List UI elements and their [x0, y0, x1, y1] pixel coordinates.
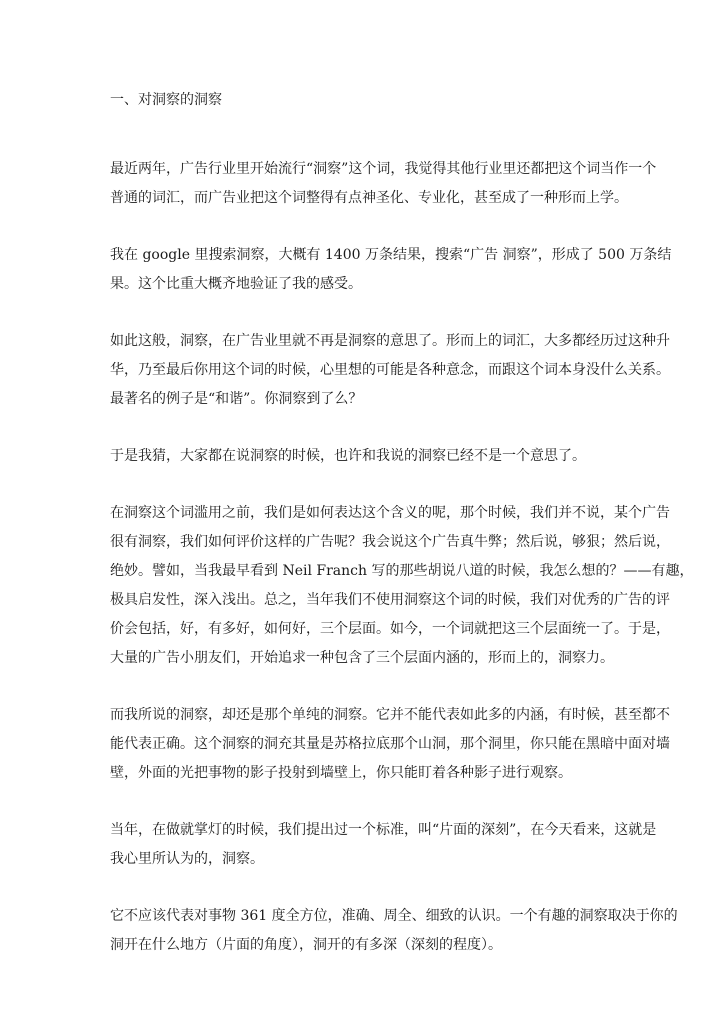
- document-body: [110, 90, 694, 992]
- text-line: 洞开在什么地方（片面的角度），洞开的有多深（深刻的程度）。: [110, 937, 502, 953]
- paragraph: [110, 503, 694, 677]
- text-line: 能代表正确。这个洞察的洞充其量是苏格拉底那个山洞，那个洞里，你只能在黑暗中面对墙: [110, 736, 670, 752]
- text-line: 壁，外面的光把事物的影子投射到墙壁上，你只能盯着各种影子进行观察。: [110, 765, 572, 781]
- paragraph: [110, 705, 670, 792]
- text-line: 极具启发性，深入浅出。总之，当年我们不使用洞察这个词的时候，我们对优秀的广告的评: [110, 592, 670, 608]
- text-line: 果。这个比重大概齐地验证了我的感受。: [110, 276, 362, 292]
- paragraph: [110, 820, 657, 878]
- text-line: 价会包括，好，有多好，如何好，三个层面。如今，一个词就把这三个层面统一了。于是，: [110, 621, 670, 637]
- paragraph: [110, 159, 657, 217]
- text-line: 如此这般，洞察，在广告业里就不再是洞察的意思了。形而上的词汇，大多都经历过这种升: [110, 333, 670, 349]
- paragraphs: [110, 159, 694, 964]
- text-line: 普通的词汇，而广告业把这个词整得有点神圣化、专业化，甚至成了一种形而上学。: [110, 190, 628, 206]
- text-line: 大量的广告小朋友们，开始追求一种包含了三个层面内涵的，形而上的，洞察力。: [110, 650, 614, 666]
- text-line: 很有洞察，我们如何评价这样的广告呢？我会说这个广告真牛弊；然后说，够狠；然后说，: [110, 534, 670, 550]
- text-line: 最著名的例子是“和谐”。你洞察到了么？: [110, 391, 363, 407]
- paragraph: [110, 446, 616, 475]
- section-title: 一、对洞察的洞察: [110, 92, 222, 108]
- text-line: 于是我猜，大家都在说洞察的时候，也许和我说的洞察已经不是一个意思了。: [110, 448, 586, 464]
- text-line: 我在 google 里搜索洞察，大概有 1400 万条结果，搜索“广告 洞察”，形成了 500 万条结: [110, 247, 672, 263]
- paragraph: [110, 331, 670, 418]
- text-line: 它不应该代表对事物 361 度全方位，准确、周全、细致的认识。一个有趣的洞察取决于你的: [110, 908, 678, 924]
- paragraph: [110, 906, 678, 964]
- text-line: 在洞察这个词滥用之前，我们是如何表达这个含义的呢，那个时候，我们并不说，某个广告: [110, 505, 670, 521]
- text-line: 绝妙。譬如，当我最早看到 Neil Franch 写的那些胡说八道的时候，我怎么想的？——有趣，: [110, 563, 694, 579]
- paragraph: [110, 245, 672, 303]
- text-line: 华，乃至最后你用这个词的时候，心里想的可能是各种意念，而跟这个词本身没什么关系。: [110, 362, 670, 378]
- text-line: 最近两年，广告行业里开始流行“洞察”这个词，我觉得其他行业里还都把这个词当作一个: [110, 161, 657, 177]
- text-line: 而我所说的洞察，却还是那个单纯的洞察。它并不能代表如此多的内涵，有时候，甚至都不: [110, 707, 670, 723]
- text-line: 我心里所认为的，洞察。: [110, 851, 264, 867]
- text-line: 当年，在做就掌灯的时候，我们提出过一个标准，叫“片面的深刻”，在今天看来，这就是: [110, 822, 657, 838]
